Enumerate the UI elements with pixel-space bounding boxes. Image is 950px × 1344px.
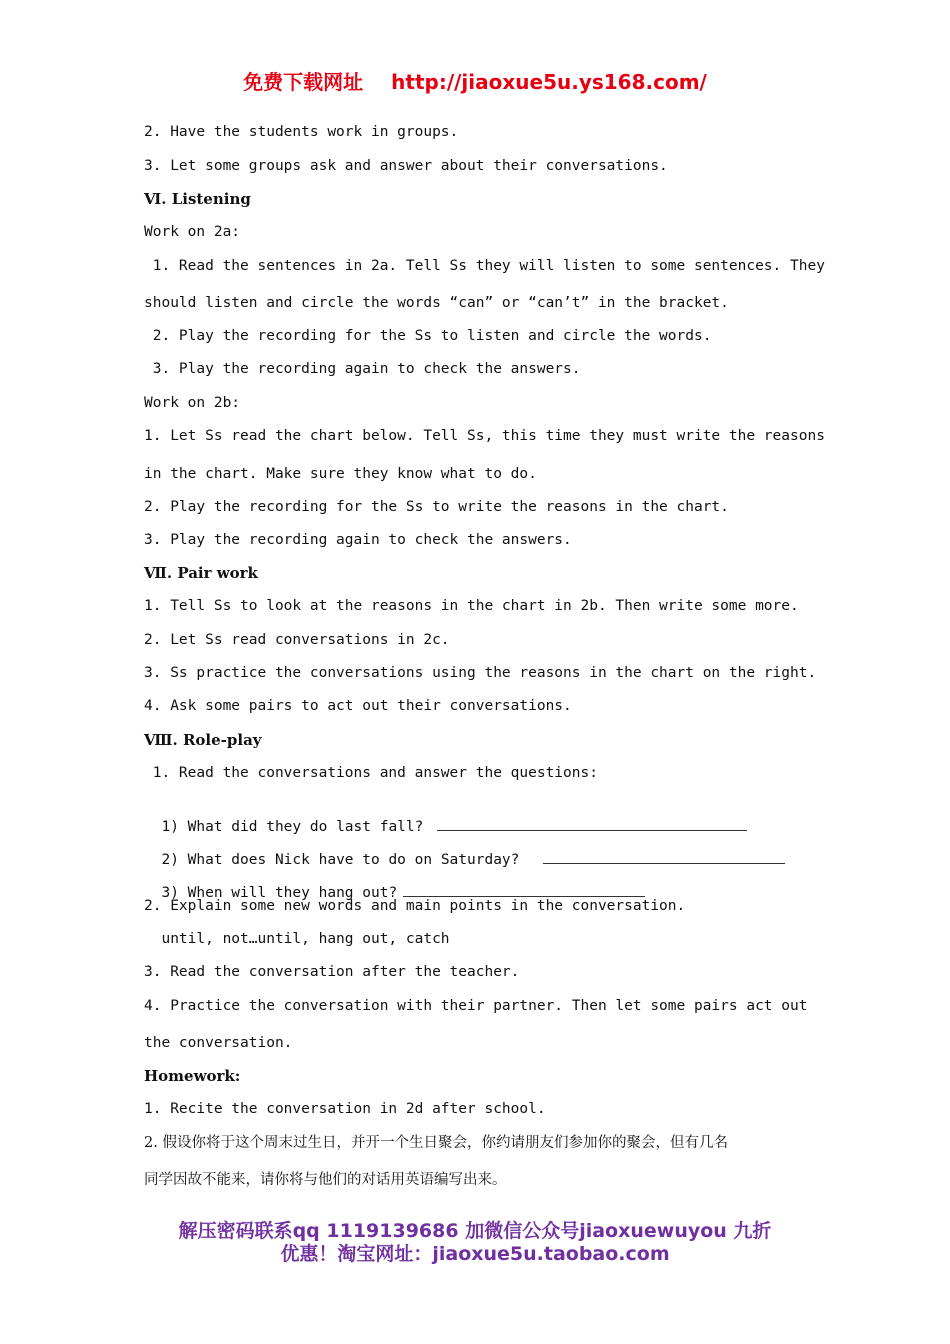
text-line: 1. Let Ss read the chart below. Tell Ss, this time they must write the reasons bbox=[144, 428, 825, 444]
text-line: 4. Ask some pairs to act out their conversations. bbox=[144, 698, 572, 714]
text-line: 1. Read the sentences in 2a. Tell Ss they will listen to some sentences. They bbox=[144, 258, 825, 274]
text-line: 2. Explain some new words and main points in the conversation. bbox=[144, 898, 686, 914]
section-heading-role-play: Ⅷ. Role-play bbox=[144, 731, 262, 749]
text-line: until, not…until, hang out, catch bbox=[144, 931, 450, 947]
text-line: the conversation. bbox=[144, 1035, 293, 1051]
text-line: 3. Let some groups ask and answer about their conversations. bbox=[144, 158, 668, 174]
header-url-link[interactable]: http://jiaoxue5u.ys168.com/ bbox=[391, 70, 707, 94]
answer-blank[interactable] bbox=[403, 882, 645, 897]
text-line: Work on 2a: bbox=[144, 224, 241, 240]
text-line: should listen and circle the words “can” or “can’t” in the bracket. bbox=[144, 295, 729, 311]
text-line: 3. Read the conversation after the teacher. bbox=[144, 964, 520, 980]
text-line: 3. Play the recording again to check the answers. bbox=[144, 361, 581, 377]
question-text: 2) What does Nick have to do on Saturday? bbox=[161, 852, 520, 868]
text-line: 2. Play the recording for the Ss to listen and circle the words. bbox=[144, 328, 712, 344]
text-line: 3. Ss practice the conversations using the reasons in the chart on the right. bbox=[144, 665, 817, 681]
text-line: 2. Let Ss read conversations in 2c. bbox=[144, 632, 450, 648]
text-line: 1. Tell Ss to look at the reasons in the chart in 2b. Then write some more. bbox=[144, 598, 799, 614]
text-line: Work on 2b: bbox=[144, 395, 241, 411]
text-line: in the chart. Make sure they know what to do. bbox=[144, 466, 537, 482]
question-text: 1) What did they do last fall? bbox=[161, 819, 424, 835]
header-banner bbox=[0, 66, 950, 95]
footer-line-2: 优惠！淘宝网址：jiaoxue5u.taobao.com bbox=[280, 1243, 670, 1265]
text-line: 4. Practice the conversation with their partner. Then let some pairs act out bbox=[144, 998, 808, 1014]
section-heading-listening: Ⅵ. Listening bbox=[144, 190, 251, 208]
text-line: 1. Recite the conversation in 2d after school. bbox=[144, 1101, 546, 1117]
text-line: 2. Have the students work in groups. bbox=[144, 124, 459, 140]
text-line-chinese: 2. 假设你将于这个周末过生日，并开一个生日聚会，你约请朋友们参加你的聚会，但有几名 bbox=[144, 1135, 728, 1151]
text-line: 2. Play the recording for the Ss to write the reasons in the chart. bbox=[144, 499, 729, 515]
text-line-chinese: 同学因故不能来，请你将与他们的对话用英语编写出来。 bbox=[144, 1172, 507, 1188]
footer-line-1: 解压密码联系qq 1119139686 加微信公众号jiaoxuewuyou 九折 bbox=[178, 1220, 772, 1242]
question-text: 3) When will they hang out? bbox=[161, 885, 398, 901]
section-heading-pair-work: Ⅶ. Pair work bbox=[144, 564, 258, 582]
text-line: 1. Read the conversations and answer the questions: bbox=[144, 765, 598, 781]
section-heading-homework: Homework: bbox=[144, 1067, 241, 1085]
text-line: 3. Play the recording again to check the answers. bbox=[144, 532, 572, 548]
header-label: 免费下载网址 bbox=[243, 70, 364, 94]
